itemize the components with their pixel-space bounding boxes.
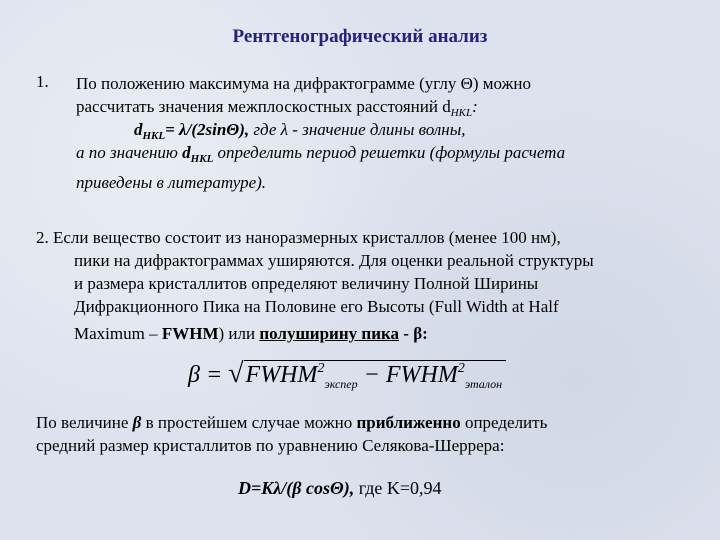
p3-bold: приближенно [356, 413, 461, 432]
formula2-radicand: $FWHM^2_{экспер}$ − $FWHM^2_{эталон}$ [244, 360, 507, 392]
formula-rest: = λ/(2sinΘ), [165, 120, 250, 139]
paragraph-2 [36, 226, 594, 350]
p2-line3: и размера кристаллитов определяют величину Полной Ширины [74, 274, 539, 293]
p2-line1: 2. Если вещество состоит из наноразмерных кристаллов (менее 100 нм), [36, 228, 561, 247]
p2-line5-mid: ) или [218, 324, 260, 343]
formula-d: d [134, 120, 143, 139]
p1-line4-sub: HKL [190, 153, 214, 165]
p2-line5 [36, 324, 428, 343]
p1-line2: рассчитать значения межплоскостных расстояний d [76, 97, 451, 116]
sqrt-icon: √ [228, 358, 244, 389]
formula2-term2: FWHM [385, 362, 458, 388]
formula2-sub1: экспер [324, 377, 358, 391]
p3-beta: β [132, 413, 142, 432]
p3-mid: в простейшем случае можно [141, 413, 357, 432]
formula3-note: где K=0,94 [354, 478, 442, 498]
p2-line5-start: Maximum – [74, 324, 162, 343]
formula2-term1: FWHM [245, 362, 318, 388]
formula-beta [188, 358, 506, 392]
formula-scherrer [238, 477, 442, 500]
p3-end: определить [460, 413, 548, 432]
p2-line4: Дифракционного Пика на Половине его Высоты (Full Width at Half [74, 297, 559, 316]
formula2-lhs: β = [188, 362, 229, 388]
slide-title: Рентгенографический анализ [232, 26, 488, 47]
p3-line2: средний размер кристаллитов по уравнению Селякова-Шеррера: [36, 436, 505, 455]
formula3-main: D=Kλ/(β cosΘ), [238, 478, 355, 498]
p1-line1: По положению максимума на дифрактограмме (углу Θ) можно [76, 74, 531, 93]
p1-line2-sub: HKL [450, 107, 473, 119]
formula2-minus: − [357, 362, 386, 388]
p1-line4-start: а по значению [76, 143, 183, 162]
formula-note: где λ - значение длины волны, [249, 120, 466, 139]
p3-start: По величине [36, 413, 133, 432]
p1-line4-end: определить период решетки (формулы расчета [213, 143, 566, 162]
p2-line2: пики на дифрактограммах уширяются. Для оценки реальной структуры [74, 251, 594, 270]
formula-d-sub: HKL [142, 130, 166, 142]
formula2-sub2: эталон [464, 377, 503, 391]
p1-line2-end: : [472, 97, 478, 116]
paragraph-3 [36, 411, 547, 457]
paragraph-1-cont [76, 141, 565, 194]
p1-line4-d: d [182, 143, 191, 162]
p2-fwhm: FWHM [161, 324, 219, 343]
p1-line5: приведены в литературе). [76, 173, 267, 192]
p2-line5-end: - β: [399, 324, 428, 343]
p2-bold: полуширину пика [259, 324, 400, 343]
item-number: 1. [36, 72, 49, 91]
